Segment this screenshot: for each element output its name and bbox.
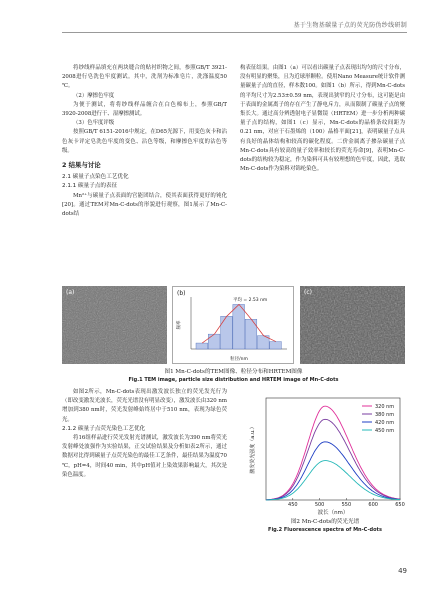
histogram-bar — [208, 334, 220, 349]
figure-1-caption — [62, 368, 405, 384]
caption-cn: 图2 Mn-C-dots的荧光光谱 — [290, 519, 360, 525]
x-axis-label: 波长（nm） — [317, 510, 349, 516]
histogram-bar — [270, 342, 282, 349]
section-heading: 2 结果与讨论 — [62, 161, 101, 170]
caption-en: Fig.1 TEM image, particle size distribution and HRTEM image of Mn-C-dots — [128, 377, 339, 383]
x-tick-label: 450 — [288, 502, 298, 508]
hrtem-image-panel — [300, 286, 405, 364]
paragraph: 构表征结果。由图1（a）可以看出碳量子点表现出均匀的尺寸分布，没有明显的聚集，且为近球形颗粒。使用Nano Measure统计软件测量碳量子点的直径，样本数100。如图1（b）所示，得到Mn-C-dots的平均尺寸为2.53±0.59 nm，表现出狭窄的尺寸分布，这可能是由于表面的金属离子的存在产生了静电斥力，从而限制了碳量子点的聚集长大。通过高分辨透射电子显微镜（HRTEM）进一步分析两种碳量子点的结构，如图1（c）显示，Mn-C-dots的晶格条纹间距为0.21 nm，对应于石墨烯的（100）晶格平面[21]，表明碳量子点具有良好的晶体结构和较高的碳化程度。二价金属离子掺杂碳量子点Mn-C-dots具有较高的量子效率和较长的荧光寿命[9]，表明Mn-C-dots的结构较为稳定，作为染料可具有较理想的色牢度，因此，选取Mn-C-dots作为染料对锦纶染色。 — [240, 65, 405, 173]
histogram-bar — [221, 316, 233, 349]
running-header: 基于生物基碳量子点的荧光防伪纱线研制 — [293, 22, 407, 29]
paragraph: 为便于测试，将将纱线样品缠合在白色棉布上，参照GB/T 3920-2008进行干、湿摩擦测试。 — [62, 101, 227, 118]
panel-label: (a) — [66, 289, 75, 296]
caption-en: Fig.2 Fluorescence spectra of Mn-C-dots — [268, 527, 382, 533]
fluorescence-spectra-chart — [244, 392, 406, 517]
y-axis-label: 频率 — [177, 320, 182, 330]
tem-image — [62, 286, 167, 364]
series-line — [266, 442, 400, 500]
hrtem-image — [300, 286, 405, 364]
panel-label: (b) — [177, 290, 186, 297]
header-rule — [62, 32, 407, 33]
paragraph: 将纱线样品填充在两块缝合的贴衬织物之间，参照GB/T 3921-2008进行皂洗色牢度测试。其中，洗剂为标准皂片，洗涤温度50 ℃。 — [62, 65, 227, 90]
caption-cn: 图1 Mn-C-dots的TEM图像、粒径分布和HRTEM图像 — [164, 369, 303, 375]
figure-2-caption — [244, 518, 406, 534]
subsection-heading: 2.1 碳量子点染色工艺优化 — [62, 174, 129, 181]
legend-label: 450 nm — [375, 427, 395, 434]
x-tick-label: 500 — [314, 502, 325, 508]
y-axis-label: 激发荧光强度（a.u.） — [250, 424, 256, 474]
paragraph: 按照GB/T 6151-2016中规定，在D65光源下，用变色灰卡和沾色灰卡评定皂洗色牢度的变色、沾色等级，和摩擦色牢度的沾色等级。 — [62, 129, 227, 154]
panel-label: (c) — [304, 289, 312, 296]
figure-2 — [244, 392, 406, 517]
x-tick-label: 550 — [341, 502, 352, 508]
legend-label: 320 nm — [375, 403, 395, 410]
paragraph: 将16组样品进行荧光发射光谱测试，激发波长为390 nm将荧光发射峰处波强作为实验结果，正交试验结果及分析如表2所示，通过数据对比得到碳量子点荧光染色的最佳工艺条件，最佳结果为温度70 ℃，pH=4，时间40 min，其中pH值对上染效果影响最大，其次是染色温度。 — [62, 435, 227, 478]
x-tick-label: 600 — [368, 502, 378, 508]
figure-1 — [62, 286, 405, 364]
page-number: 49 — [398, 567, 407, 575]
legend-label: 420 nm — [375, 419, 395, 426]
subsubsection-heading: 2.1.2 碳量子点荧光染色工艺优化 — [62, 425, 146, 432]
histogram-bar — [196, 343, 208, 349]
x-axis-label: 粒径/nm — [230, 357, 248, 362]
histogram-bar — [233, 304, 245, 349]
histogram-panel — [172, 286, 294, 364]
right-column-top — [240, 64, 405, 174]
histogram-legend: 平均 = 2.53 nm — [233, 298, 268, 303]
subheading: （3）色牢度评级 — [73, 120, 115, 127]
particle-size-histogram — [173, 287, 294, 364]
left-column-top — [62, 64, 227, 219]
tem-image-panel — [62, 286, 167, 364]
legend-label: 380 nm — [375, 411, 395, 418]
paragraph: Mn²⁺与碳量子点表面的官能团结合，使其表面获得更好的钝化[20]。通过TEM对Mn-C-dots的形貌进行观察，图1展示了Mn-C-dots结 — [62, 192, 227, 218]
x-tick-label: 650 — [395, 502, 405, 508]
paragraph: 如图2所示，Mn-C-dots表现出激发波长独立的荧光发光行为（即改变激发光波长，荧光光谱没有明显改变），激发波长由320 nm增加到380 nm时，荧光发射峰始终居中于510 nm，表现为绿色荧光。 — [62, 389, 227, 423]
left-column-bottom — [62, 388, 227, 480]
subheading: （2）摩擦色牢度 — [73, 92, 115, 99]
subsubsection-heading: 2.1.1 碳量子点的表征 — [62, 183, 118, 190]
